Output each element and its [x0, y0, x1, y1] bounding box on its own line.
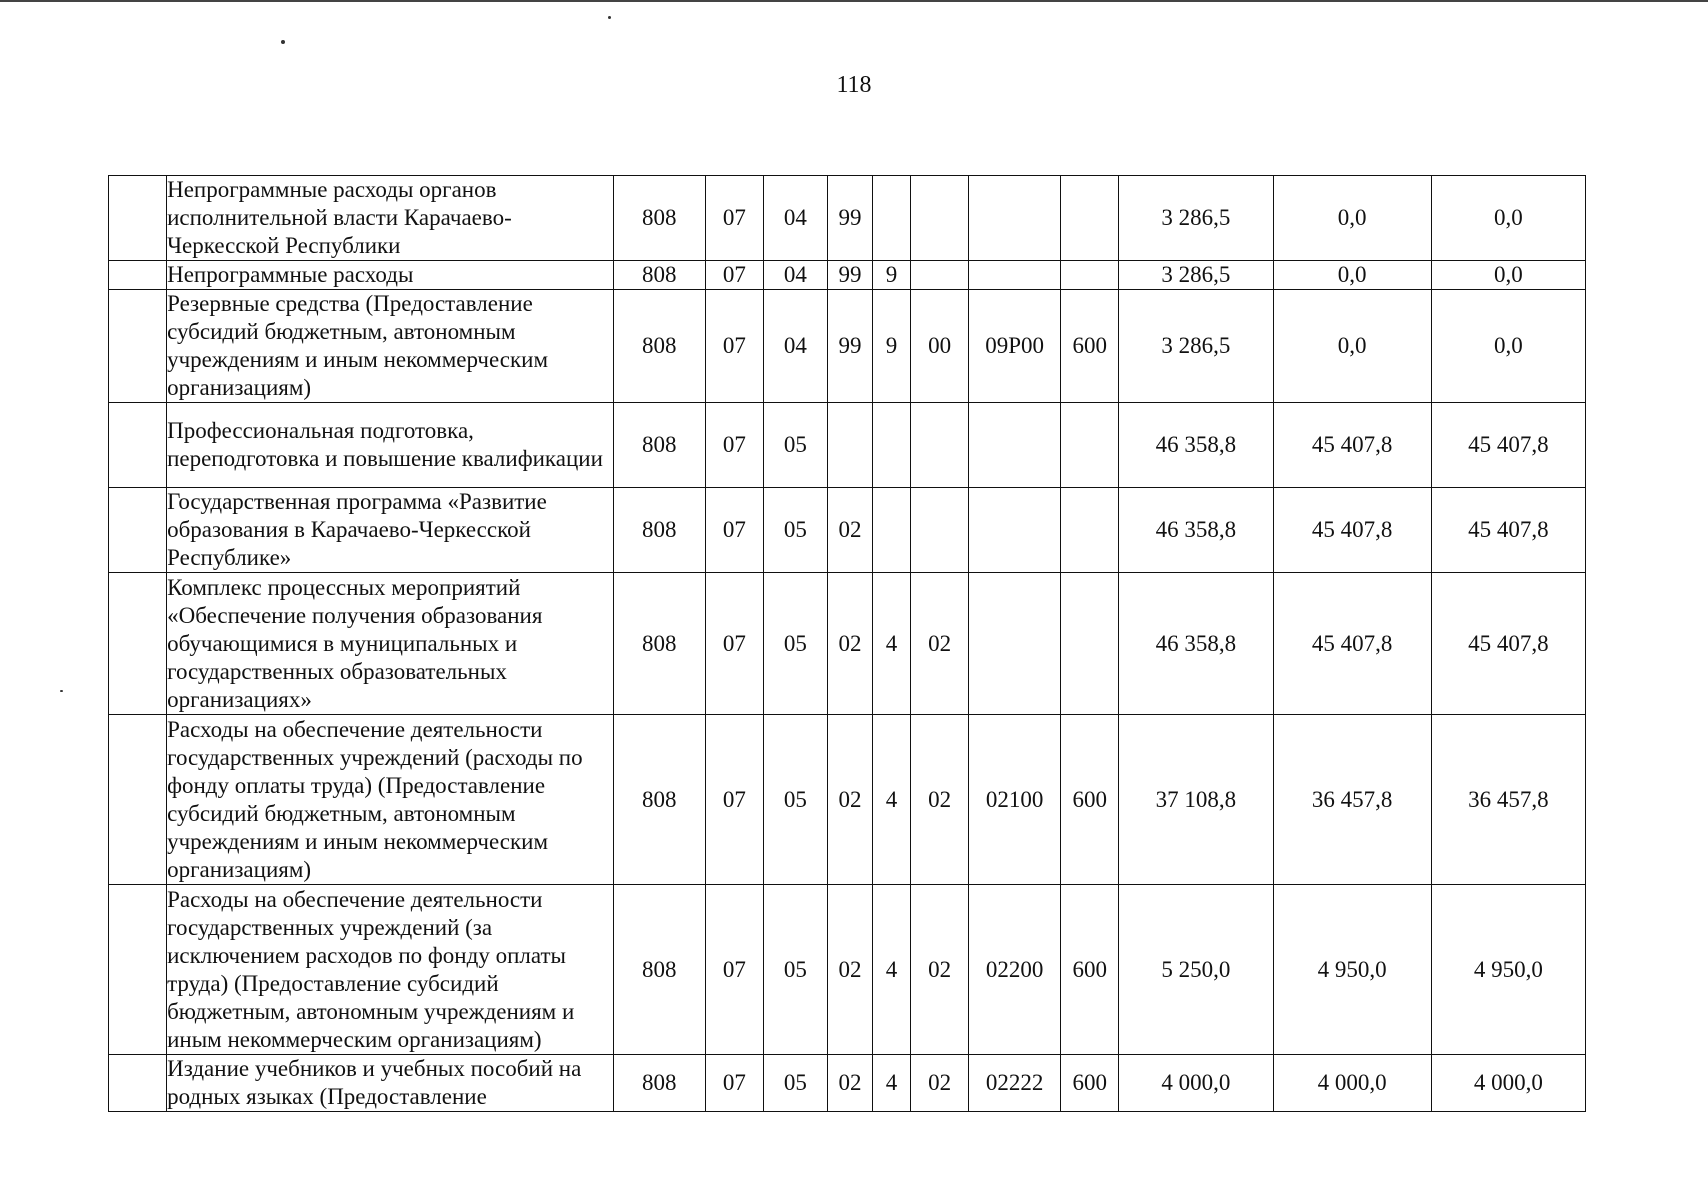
structural-element-cell	[911, 176, 969, 261]
expense-name-cell: Государственная программа «Развитие образования в Карачаево-Черкесской Республике»	[167, 488, 614, 573]
subsection-code-cell: 05	[763, 715, 827, 885]
program-type-cell: 4	[872, 715, 910, 885]
expense-type-cell: 600	[1061, 885, 1119, 1055]
row-number-cell	[109, 1055, 167, 1112]
direction-code-cell	[969, 488, 1061, 573]
ministry-code-cell: 808	[613, 715, 705, 885]
amount-year2-cell: 0,0	[1273, 176, 1431, 261]
amount-year3-cell: 45 407,8	[1431, 488, 1585, 573]
table-row	[109, 403, 1586, 488]
amount-year3-cell: 45 407,8	[1431, 403, 1585, 488]
amount-year3-cell: 4 950,0	[1431, 885, 1585, 1055]
structural-element-cell	[911, 261, 969, 290]
structural-element-cell	[911, 403, 969, 488]
amount-year3-cell: 4 000,0	[1431, 1055, 1585, 1112]
program-code-cell: 99	[827, 290, 872, 403]
expense-name-cell: Профессиональная подготовка, переподготовка и повышение квалификации	[167, 403, 614, 488]
ministry-code-cell: 808	[613, 403, 705, 488]
amount-year1-cell: 4 000,0	[1119, 1055, 1273, 1112]
program-code-cell	[827, 403, 872, 488]
ministry-code-cell: 808	[613, 573, 705, 715]
expense-type-cell: 600	[1061, 290, 1119, 403]
amount-year2-cell: 36 457,8	[1273, 715, 1431, 885]
program-type-cell: 9	[872, 261, 910, 290]
table-row	[109, 885, 1586, 1055]
row-number-cell	[109, 403, 167, 488]
amount-year2-cell: 45 407,8	[1273, 488, 1431, 573]
section-code-cell: 07	[705, 261, 763, 290]
ministry-code-cell: 808	[613, 176, 705, 261]
amount-year2-cell: 45 407,8	[1273, 573, 1431, 715]
subsection-code-cell: 04	[763, 290, 827, 403]
structural-element-cell: 02	[911, 1055, 969, 1112]
direction-code-cell	[969, 176, 1061, 261]
row-number-cell	[109, 885, 167, 1055]
amount-year1-cell: 46 358,8	[1119, 573, 1273, 715]
expense-name-cell: Резервные средства (Предоставление субсидий бюджетным, автономным учреждениям и иным некоммерческим организациям)	[167, 290, 614, 403]
amount-year3-cell: 0,0	[1431, 290, 1585, 403]
expense-type-cell: 600	[1061, 715, 1119, 885]
ministry-code-cell: 808	[613, 290, 705, 403]
row-number-cell	[109, 573, 167, 715]
amount-year1-cell: 3 286,5	[1119, 290, 1273, 403]
direction-code-cell: 02100	[969, 715, 1061, 885]
amount-year2-cell: 0,0	[1273, 261, 1431, 290]
expense-name-cell: Непрограммные расходы органов исполнительной власти Карачаево-Черкесской Республики	[167, 176, 614, 261]
table-row	[109, 1055, 1586, 1112]
row-number-cell	[109, 488, 167, 573]
table-row	[109, 488, 1586, 573]
program-code-cell: 02	[827, 573, 872, 715]
expense-name-cell: Издание учебников и учебных пособий на родных языках (Предоставление	[167, 1055, 614, 1112]
subsection-code-cell: 05	[763, 885, 827, 1055]
scan-edge	[0, 0, 1708, 2]
amount-year1-cell: 37 108,8	[1119, 715, 1273, 885]
program-type-cell	[872, 176, 910, 261]
amount-year3-cell: 0,0	[1431, 261, 1585, 290]
program-type-cell: 4	[872, 885, 910, 1055]
amount-year2-cell: 0,0	[1273, 290, 1431, 403]
amount-year3-cell: 45 407,8	[1431, 573, 1585, 715]
program-code-cell: 99	[827, 261, 872, 290]
section-code-cell: 07	[705, 403, 763, 488]
ministry-code-cell: 808	[613, 488, 705, 573]
amount-year2-cell: 45 407,8	[1273, 403, 1431, 488]
direction-code-cell: 02200	[969, 885, 1061, 1055]
program-type-cell: 9	[872, 290, 910, 403]
section-code-cell: 07	[705, 176, 763, 261]
direction-code-cell	[969, 261, 1061, 290]
row-number-cell	[109, 715, 167, 885]
amount-year3-cell: 0,0	[1431, 176, 1585, 261]
program-code-cell: 02	[827, 715, 872, 885]
amount-year2-cell: 4 000,0	[1273, 1055, 1431, 1112]
section-code-cell: 07	[705, 885, 763, 1055]
amount-year1-cell: 5 250,0	[1119, 885, 1273, 1055]
direction-code-cell: 02222	[969, 1055, 1061, 1112]
section-code-cell: 07	[705, 290, 763, 403]
program-code-cell: 99	[827, 176, 872, 261]
section-code-cell: 07	[705, 1055, 763, 1112]
subsection-code-cell: 05	[763, 573, 827, 715]
amount-year3-cell: 36 457,8	[1431, 715, 1585, 885]
row-number-cell	[109, 290, 167, 403]
row-number-cell	[109, 261, 167, 290]
structural-element-cell: 02	[911, 573, 969, 715]
expense-type-cell: 600	[1061, 1055, 1119, 1112]
program-code-cell: 02	[827, 1055, 872, 1112]
table-row	[109, 715, 1586, 885]
amount-year2-cell: 4 950,0	[1273, 885, 1431, 1055]
scan-speck	[281, 40, 285, 44]
amount-year1-cell: 46 358,8	[1119, 488, 1273, 573]
scan-speck	[60, 690, 63, 692]
subsection-code-cell: 05	[763, 403, 827, 488]
expense-type-cell	[1061, 403, 1119, 488]
program-code-cell: 02	[827, 885, 872, 1055]
subsection-code-cell: 05	[763, 488, 827, 573]
subsection-code-cell: 04	[763, 176, 827, 261]
table-row	[109, 176, 1586, 261]
table-row	[109, 573, 1586, 715]
page-number: 118	[836, 72, 872, 98]
structural-element-cell: 00	[911, 290, 969, 403]
program-type-cell	[872, 403, 910, 488]
direction-code-cell	[969, 403, 1061, 488]
budget-table	[108, 175, 1586, 1112]
table-row	[109, 290, 1586, 403]
amount-year1-cell: 46 358,8	[1119, 403, 1273, 488]
subsection-code-cell: 04	[763, 261, 827, 290]
structural-element-cell: 02	[911, 715, 969, 885]
expense-name-cell: Комплекс процессных мероприятий «Обеспечение получения образования обучающимися в муниципальных и государственных образовательных организациях»	[167, 573, 614, 715]
ministry-code-cell: 808	[613, 261, 705, 290]
section-code-cell: 07	[705, 573, 763, 715]
expense-type-cell	[1061, 176, 1119, 261]
ministry-code-cell: 808	[613, 1055, 705, 1112]
expense-type-cell	[1061, 488, 1119, 573]
expense-name-cell: Расходы на обеспечение деятельности государственных учреждений (за исключением расходов по фонду оплаты труда) (Предоставление субсидий бюджетным, автономным учреждениям и иным некоммерческим организациям)	[167, 885, 614, 1055]
amount-year1-cell: 3 286,5	[1119, 176, 1273, 261]
program-type-cell	[872, 488, 910, 573]
scan-speck	[608, 16, 611, 19]
expense-name-cell: Непрограммные расходы	[167, 261, 614, 290]
direction-code-cell	[969, 573, 1061, 715]
structural-element-cell: 02	[911, 885, 969, 1055]
program-code-cell: 02	[827, 488, 872, 573]
structural-element-cell	[911, 488, 969, 573]
expense-type-cell	[1061, 573, 1119, 715]
expense-type-cell	[1061, 261, 1119, 290]
program-type-cell: 4	[872, 1055, 910, 1112]
program-type-cell: 4	[872, 573, 910, 715]
subsection-code-cell: 05	[763, 1055, 827, 1112]
section-code-cell: 07	[705, 715, 763, 885]
table-row	[109, 261, 1586, 290]
amount-year1-cell: 3 286,5	[1119, 261, 1273, 290]
row-number-cell	[109, 176, 167, 261]
ministry-code-cell: 808	[613, 885, 705, 1055]
section-code-cell: 07	[705, 488, 763, 573]
expense-name-cell: Расходы на обеспечение деятельности государственных учреждений (расходы по фонду оплаты труда) (Предоставление субсидий бюджетным, автономным учреждениям и иным некоммерческим организациям)	[167, 715, 614, 885]
direction-code-cell: 09Р00	[969, 290, 1061, 403]
